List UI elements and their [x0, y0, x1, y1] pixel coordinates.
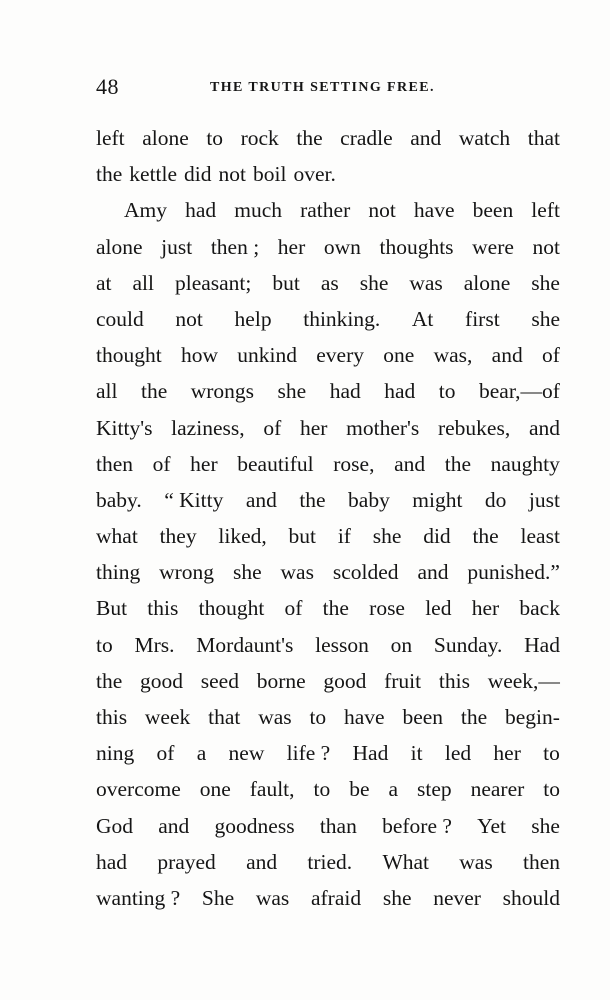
word: Mordaunt's: [196, 632, 294, 657]
word: overcome: [96, 777, 181, 802]
word: as: [320, 270, 339, 295]
text-line: [96, 808, 560, 844]
word: Yet: [477, 813, 507, 838]
word: she: [531, 306, 560, 331]
word: fruit: [384, 668, 422, 693]
word: much: [234, 198, 283, 223]
word: God: [96, 813, 134, 838]
word: What: [382, 849, 429, 874]
word: she: [531, 813, 560, 838]
word: the: [96, 668, 123, 693]
text-line: [96, 627, 560, 663]
word: the: [460, 705, 488, 729]
word: alone: [96, 234, 143, 259]
word: nearer: [470, 777, 525, 802]
word: not: [175, 306, 203, 331]
body-text: [96, 120, 560, 916]
word: did: [423, 524, 451, 549]
word: not: [532, 234, 560, 259]
word: to: [206, 126, 224, 150]
word: she: [531, 270, 560, 295]
word: watch: [458, 126, 511, 150]
word: good: [323, 668, 367, 693]
word: had: [96, 849, 128, 874]
word: Kitty's: [96, 415, 153, 440]
word: At: [411, 306, 434, 331]
word: then: [522, 849, 560, 874]
word: all: [96, 379, 118, 404]
word: not: [368, 198, 396, 223]
word: own: [323, 234, 361, 259]
text-line: [96, 880, 560, 916]
word: she: [277, 379, 307, 404]
word: least: [520, 524, 560, 549]
word: to: [96, 632, 113, 657]
text-line: [96, 410, 560, 446]
word: one: [199, 777, 231, 802]
word: the: [444, 451, 472, 476]
word: pleasant;: [174, 270, 252, 295]
text-line: [96, 554, 560, 590]
word: Amy: [124, 198, 167, 223]
word: a: [196, 741, 207, 766]
word: were: [472, 234, 514, 259]
word: thinking.: [303, 306, 381, 331]
word: was: [280, 560, 314, 585]
word: to: [543, 777, 560, 802]
word: have: [344, 705, 385, 729]
word: rather: [300, 198, 351, 223]
word: alone: [142, 126, 189, 150]
word: could: [96, 306, 144, 331]
word: laziness,: [171, 415, 245, 440]
word: goodness: [214, 813, 295, 838]
word: seed: [200, 668, 239, 693]
word: afraid: [310, 885, 362, 910]
word: naughty: [490, 451, 560, 476]
word: She: [201, 885, 235, 910]
word: liked,: [218, 524, 267, 549]
word: might: [412, 487, 463, 512]
word: and: [246, 849, 278, 874]
word: left: [531, 198, 560, 223]
word: beautiful: [237, 451, 314, 476]
word: but: [288, 524, 317, 549]
text-line: [96, 663, 560, 699]
word: of: [156, 741, 175, 766]
word: rebukes,: [437, 415, 511, 440]
word: should: [502, 885, 560, 910]
text-line: [96, 156, 560, 192]
word: to: [313, 777, 331, 802]
word: was: [409, 270, 443, 295]
word: rock: [240, 126, 279, 150]
word: at: [96, 270, 112, 295]
word: she: [382, 885, 412, 910]
word: of: [152, 451, 171, 476]
word: wrong: [159, 560, 215, 585]
word: it: [410, 741, 423, 766]
word: baby: [348, 487, 390, 512]
running-head: [96, 74, 558, 104]
text-line: [96, 518, 560, 554]
word: to: [438, 379, 456, 404]
text-line: [96, 373, 560, 409]
word: then ;: [210, 234, 260, 259]
word: the: [140, 379, 168, 404]
word: and: [417, 560, 449, 585]
word: did: [184, 162, 212, 187]
page-number: 48: [96, 74, 119, 99]
text-line: [96, 844, 560, 880]
text-line: [96, 482, 560, 518]
word: then: [96, 451, 134, 476]
text-line: [96, 265, 560, 301]
word: all: [132, 270, 154, 295]
word: kettle: [129, 162, 178, 187]
word: thought: [96, 343, 162, 368]
word: unkind: [237, 343, 297, 368]
word: over.: [293, 162, 336, 187]
word: that: [208, 705, 241, 729]
word: baby.: [96, 487, 142, 512]
word: but: [272, 270, 300, 295]
word: help: [234, 306, 272, 331]
word: every: [316, 343, 365, 368]
word: left: [96, 126, 125, 150]
word: just: [161, 234, 193, 259]
word: week,—: [487, 668, 560, 693]
word: good: [140, 668, 184, 693]
word: her: [299, 415, 328, 440]
word: this: [147, 596, 179, 621]
word: of: [541, 343, 560, 368]
word: thing: [96, 560, 141, 585]
word: had: [329, 379, 361, 404]
running-title: THE TRUTH SETTING FREE.: [210, 80, 435, 95]
word: she: [372, 524, 402, 549]
word: punished.”: [467, 560, 560, 585]
word: of: [284, 596, 303, 621]
word: “ Kitty: [164, 487, 224, 512]
word: not: [218, 162, 247, 187]
word: and: [491, 343, 523, 368]
word: was: [255, 885, 290, 910]
word: led: [444, 741, 472, 766]
word: they: [159, 524, 197, 549]
word: how: [180, 343, 218, 368]
word: have: [413, 198, 455, 223]
word: back: [519, 596, 560, 621]
text-line: [96, 699, 560, 735]
word: wanting ?: [96, 885, 181, 910]
word: tried.: [307, 849, 353, 874]
word: of: [263, 415, 282, 440]
word: led: [425, 596, 452, 621]
word: before ?: [382, 813, 452, 838]
word: her: [277, 234, 306, 259]
word: on: [390, 632, 413, 657]
word: been: [402, 705, 444, 729]
word: just: [528, 487, 560, 512]
word: But: [96, 596, 128, 621]
word: first: [465, 306, 500, 331]
word: the: [472, 524, 499, 549]
word: begin-: [504, 705, 560, 729]
word: than: [319, 813, 357, 838]
word: rose: [369, 596, 405, 621]
text-line: [96, 735, 560, 771]
word: the: [299, 487, 326, 512]
word: what: [96, 524, 138, 549]
word: Had: [352, 741, 389, 766]
word: a: [388, 777, 399, 802]
word: thoughts: [379, 234, 454, 259]
word: wrongs: [190, 379, 255, 404]
word: be: [349, 777, 370, 802]
word: her: [190, 451, 218, 476]
word: scolded: [332, 560, 399, 585]
word: boil: [253, 162, 287, 187]
word: her: [471, 596, 500, 621]
text-line: [96, 301, 560, 337]
word: and: [158, 813, 190, 838]
word: and: [394, 451, 426, 476]
word: thought: [198, 596, 265, 621]
word: her: [493, 741, 521, 766]
word: was: [459, 849, 493, 874]
word: and: [410, 126, 442, 150]
word: lesson: [315, 632, 369, 657]
word: the: [296, 126, 323, 150]
word: ning: [96, 741, 135, 766]
text-line: [96, 192, 560, 228]
text-line: [96, 120, 560, 156]
text-line: [96, 229, 560, 265]
word: had: [384, 379, 416, 404]
word: this: [96, 705, 128, 729]
text-line: [96, 446, 560, 482]
word: cradle: [340, 126, 393, 150]
word: that: [527, 126, 560, 150]
word: step: [416, 777, 452, 802]
word: fault,: [249, 777, 295, 802]
word: this: [438, 668, 470, 693]
word: Had: [524, 632, 560, 657]
text-line: [96, 590, 560, 626]
word: prayed: [157, 849, 216, 874]
word: one: [383, 343, 415, 368]
word: and: [528, 415, 560, 440]
word: was: [258, 705, 292, 729]
word: if: [337, 524, 351, 549]
text-line: [96, 337, 560, 373]
word: mother's: [346, 415, 420, 440]
word: borne: [256, 668, 306, 693]
word: new: [228, 741, 265, 766]
word: she: [359, 270, 389, 295]
word: never: [433, 885, 481, 910]
word: was,: [433, 343, 473, 368]
word: life ?: [286, 741, 331, 766]
word: Sunday.: [433, 632, 503, 657]
word: had: [185, 198, 217, 223]
word: alone: [463, 270, 511, 295]
word: the: [322, 596, 349, 621]
word: to: [309, 705, 327, 729]
word: bear,—of: [478, 379, 560, 404]
word: rose,: [333, 451, 375, 476]
word: been: [472, 198, 514, 223]
word: week: [144, 705, 191, 729]
text-line: [96, 771, 560, 807]
word: to: [543, 741, 560, 766]
word: do: [484, 487, 507, 512]
word: and: [245, 487, 277, 512]
word: she: [232, 560, 262, 585]
word: the: [96, 162, 123, 187]
word: Mrs.: [134, 632, 175, 657]
